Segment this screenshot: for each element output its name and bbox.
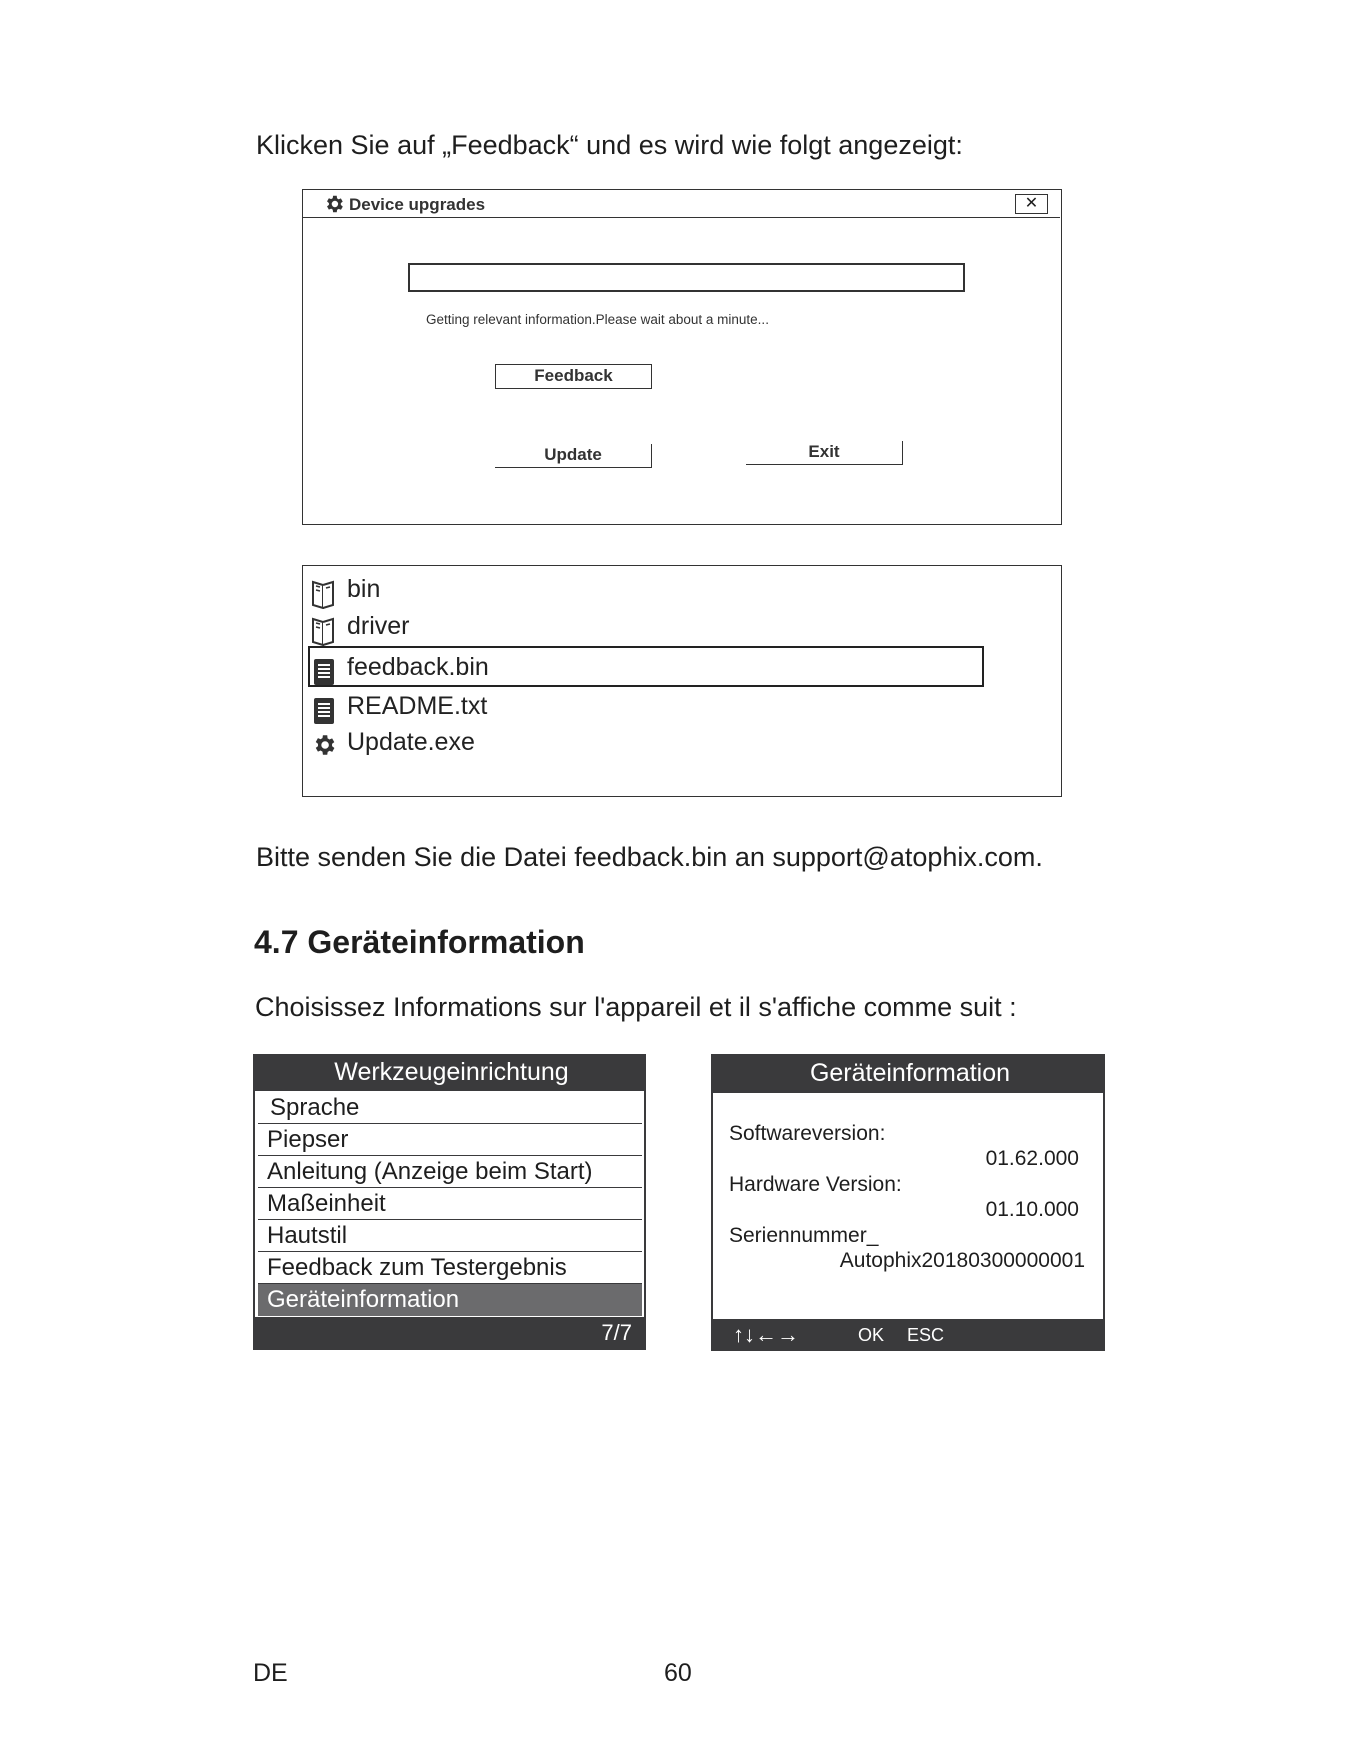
document-icon (311, 657, 337, 692)
ok-key-label: OK (858, 1325, 885, 1345)
close-button[interactable]: ✕ (1015, 194, 1048, 214)
update-button[interactable]: Update (495, 444, 652, 468)
window-title: Device upgrades (349, 195, 486, 214)
gear-icon (323, 193, 345, 220)
progress-bar (408, 263, 965, 292)
file-name: README.txt (347, 692, 488, 720)
gear-icon (311, 732, 337, 763)
menu-item-tutorial[interactable]: Anleitung (Anzeige beim Start) (258, 1156, 642, 1188)
file-name: bin (347, 575, 381, 603)
menu-item-device-info[interactable]: Geräteinformation (258, 1284, 642, 1316)
menu-footer-bar (255, 1317, 646, 1350)
intro-text: Klicken Sie auf „Feedback“ und es wird wie folgt angezeigt: (256, 130, 963, 160)
software-version-label: Softwareversion: (729, 1122, 886, 1145)
hardware-version-value: 01.10.000 (985, 1198, 1079, 1221)
info-title: Geräteinformation (713, 1056, 1105, 1093)
menu-item-language[interactable]: Sprache (258, 1092, 642, 1124)
serial-number-value: Autophix20180300000001 (839, 1249, 1085, 1272)
device-upgrades-window (302, 189, 1062, 525)
exit-button[interactable]: Exit (746, 441, 903, 465)
menu-item-skin[interactable]: Hautstil (258, 1220, 642, 1252)
page-number: 60 (664, 1659, 692, 1687)
esc-key-label: ESC (907, 1325, 945, 1345)
arrow-keys-icon: ↑↓←→ (733, 1322, 799, 1347)
menu-item-unit[interactable]: Maßeinheit (258, 1188, 642, 1220)
window-title-bar (303, 190, 1060, 218)
serial-number-label: Seriennummer_ (729, 1224, 879, 1247)
software-version-value: 01.62.000 (985, 1147, 1079, 1170)
footer-language: DE (253, 1659, 288, 1687)
file-name: feedback.bin (347, 653, 489, 681)
section-heading: 4.7 Geräteinformation (254, 924, 585, 960)
info-footer-bar (713, 1319, 1105, 1351)
feedback-button[interactable]: Feedback (495, 364, 652, 389)
device-info-screen (711, 1054, 1105, 1351)
menu-item-beeper[interactable]: Piepser (258, 1124, 642, 1156)
file-name: Update.exe (347, 728, 475, 756)
tool-setup-screen (253, 1054, 646, 1350)
menu-item-feedback[interactable]: Feedback zum Testergebnis (258, 1252, 642, 1284)
folder-icon (311, 579, 337, 614)
page-indicator: 7/7 (601, 1320, 632, 1345)
send-instruction: Bitte senden Sie die Datei feedback.bin an support@atophix.com. (256, 842, 1043, 872)
status-text: Getting relevant information.Please wait about a minute... (426, 312, 769, 327)
menu-title: Werkzeugeinrichtung (255, 1056, 646, 1091)
hardware-version-label: Hardware Version: (729, 1173, 902, 1196)
file-list (302, 565, 1062, 797)
file-name: driver (347, 612, 410, 640)
document-icon (311, 696, 337, 731)
section-intro: Choisissez Informations sur l'appareil et il s'affiche comme suit : (255, 992, 1017, 1022)
